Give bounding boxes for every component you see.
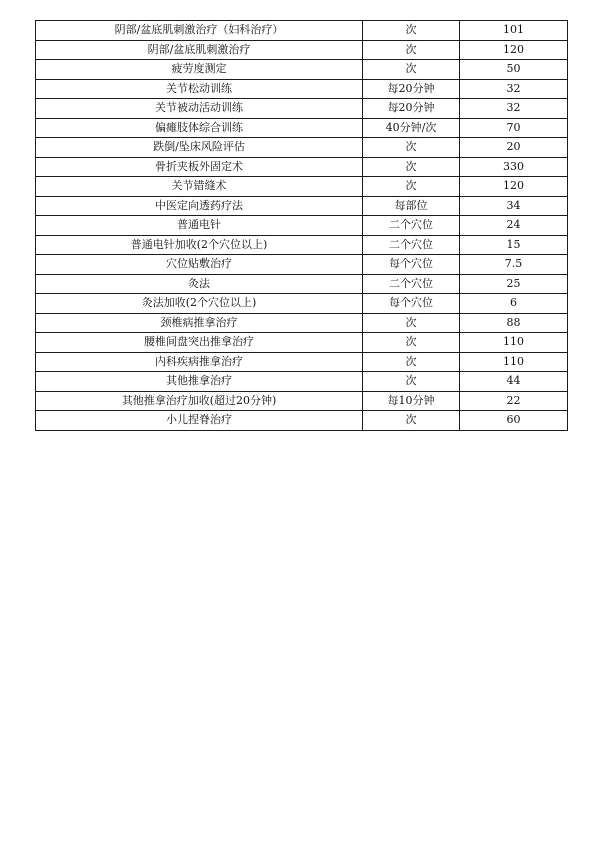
item-name-cell: 其他推拿治疗 <box>36 372 363 392</box>
item-name-cell: 阴部/盆底肌刺激治疗 <box>36 40 363 60</box>
unit-cell: 二个穴位 <box>363 235 460 255</box>
item-name-cell: 小儿捏脊治疗 <box>36 411 363 431</box>
item-name-cell: 关节错缝术 <box>36 177 363 197</box>
unit-cell: 每20分钟 <box>363 99 460 119</box>
table-row <box>36 235 568 255</box>
price-cell: 50 <box>460 60 568 80</box>
unit-cell: 次 <box>363 177 460 197</box>
table-row <box>36 196 568 216</box>
table-row <box>36 60 568 80</box>
price-cell: 32 <box>460 99 568 119</box>
price-cell: 70 <box>460 118 568 138</box>
fee-table-body <box>36 21 568 431</box>
item-name-cell: 跌倒/坠床风险评估 <box>36 138 363 158</box>
table-row <box>36 352 568 372</box>
table-row <box>36 216 568 236</box>
table-row <box>36 294 568 314</box>
price-cell: 22 <box>460 391 568 411</box>
price-cell: 7.5 <box>460 255 568 275</box>
price-cell: 120 <box>460 40 568 60</box>
table-row <box>36 411 568 431</box>
table-row <box>36 138 568 158</box>
item-name-cell: 灸法加收(2个穴位以上) <box>36 294 363 314</box>
price-cell: 120 <box>460 177 568 197</box>
fee-table <box>35 20 568 431</box>
price-cell: 110 <box>460 352 568 372</box>
unit-cell: 每10分钟 <box>363 391 460 411</box>
table-row <box>36 79 568 99</box>
unit-cell: 每部位 <box>363 196 460 216</box>
unit-cell: 二个穴位 <box>363 274 460 294</box>
unit-cell: 次 <box>363 333 460 353</box>
table-row <box>36 177 568 197</box>
unit-cell: 次 <box>363 352 460 372</box>
price-cell: 44 <box>460 372 568 392</box>
item-name-cell: 穴位贴敷治疗 <box>36 255 363 275</box>
price-cell: 20 <box>460 138 568 158</box>
item-name-cell: 关节松动训练 <box>36 79 363 99</box>
price-cell: 330 <box>460 157 568 177</box>
price-cell: 60 <box>460 411 568 431</box>
price-cell: 25 <box>460 274 568 294</box>
price-cell: 6 <box>460 294 568 314</box>
unit-cell: 每个穴位 <box>363 255 460 275</box>
unit-cell: 每20分钟 <box>363 79 460 99</box>
item-name-cell: 关节被动活动训练 <box>36 99 363 119</box>
table-row <box>36 255 568 275</box>
table-row <box>36 333 568 353</box>
unit-cell: 次 <box>363 372 460 392</box>
table-row <box>36 157 568 177</box>
unit-cell: 次 <box>363 157 460 177</box>
unit-cell: 40分钟/次 <box>363 118 460 138</box>
table-row <box>36 391 568 411</box>
price-cell: 24 <box>460 216 568 236</box>
item-name-cell: 阴部/盆底肌刺激治疗（妇科治疗） <box>36 21 363 41</box>
item-name-cell: 灸法 <box>36 274 363 294</box>
item-name-cell: 骨折夹板外固定术 <box>36 157 363 177</box>
unit-cell: 二个穴位 <box>363 216 460 236</box>
unit-cell: 次 <box>363 21 460 41</box>
item-name-cell: 中医定向透药疗法 <box>36 196 363 216</box>
item-name-cell: 疲劳度测定 <box>36 60 363 80</box>
table-row <box>36 372 568 392</box>
item-name-cell: 颈椎病推拿治疗 <box>36 313 363 333</box>
item-name-cell: 普通电针加收(2个穴位以上) <box>36 235 363 255</box>
price-cell: 15 <box>460 235 568 255</box>
table-row <box>36 21 568 41</box>
price-cell: 101 <box>460 21 568 41</box>
item-name-cell: 普通电针 <box>36 216 363 236</box>
price-cell: 110 <box>460 333 568 353</box>
unit-cell: 次 <box>363 40 460 60</box>
table-row <box>36 274 568 294</box>
unit-cell: 每个穴位 <box>363 294 460 314</box>
unit-cell: 次 <box>363 411 460 431</box>
table-row <box>36 99 568 119</box>
item-name-cell: 其他推拿治疗加收(超过20分钟) <box>36 391 363 411</box>
price-cell: 32 <box>460 79 568 99</box>
unit-cell: 次 <box>363 138 460 158</box>
table-row <box>36 118 568 138</box>
item-name-cell: 腰椎间盘突出推拿治疗 <box>36 333 363 353</box>
unit-cell: 次 <box>363 313 460 333</box>
table-row <box>36 313 568 333</box>
item-name-cell: 偏瘫肢体综合训练 <box>36 118 363 138</box>
item-name-cell: 内科疾病推拿治疗 <box>36 352 363 372</box>
price-cell: 88 <box>460 313 568 333</box>
unit-cell: 次 <box>363 60 460 80</box>
price-cell: 34 <box>460 196 568 216</box>
table-row <box>36 40 568 60</box>
